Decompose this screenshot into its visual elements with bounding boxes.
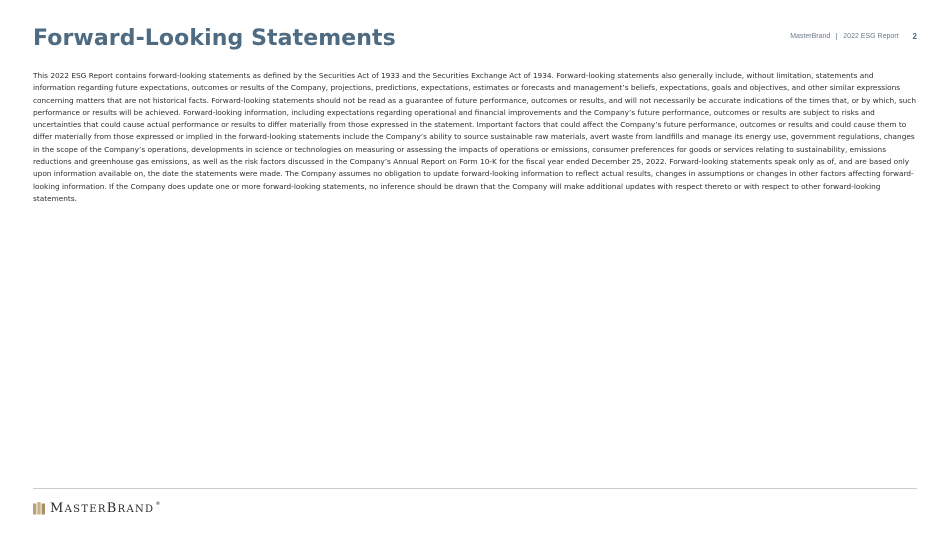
brand-name: MasterBrand: [790, 33, 831, 40]
masterbrand-mark-icon: [33, 502, 45, 515]
footer-divider: [33, 488, 917, 489]
page-title: Forward-Looking Statements: [33, 26, 396, 51]
footer-logo: [33, 501, 162, 516]
page-number: 2: [912, 32, 917, 41]
report-name: 2022 ESG Report: [843, 33, 899, 40]
header-meta: [790, 32, 917, 41]
logo-text: MASTERBRAND: [50, 501, 155, 516]
trademark-symbol: ®: [155, 501, 162, 507]
forward-looking-paragraph: This 2022 ESG Report contains forward-looking statements as defined by the Securities Act of 1933 and the Securities Exchange Act of 1934. Forward-looking statements also generally include, without limitation, statements and information regarding future expectations, outcomes or results of the Company, projections, predictions, expectations, estimates or forecasts and management’s beliefs, expectations, goals and objectives, and other similar expressions concerning matters that are not historical facts. Forward-looking statements should not be read as a guarantee of future performance, outcomes or results, and will not necessarily be accurate indications of the times that, or by which, such performance or results will be achieved. Forward-looking information, including expectations regarding operational and financial improvements and the Company’s future performance, outcomes or results are subject to risks and uncertainties that could cause actual performance or results to differ materially from those expressed in the statement. Important factors that could affect the Company’s future performance, outcomes or results and could cause them to differ materially from those expressed or implied in the forward-looking statements include the Company’s ability to source sustainable raw materials, avert waste from landfills and manage its energy use, government regulations, changes in the scope of the Company’s operations, developments in science or technologies on measuring or assessing the impacts of operations or emissions, consumer preferences for goods or services relating to sustainability, emissions reductions and greenhouse gas emissions, as well as the risk factors discussed in the Company’s Annual Report on Form 10-K for the fiscal year ended December 25, 2022. Forward-looking statements speak only as of, and are based only upon information available on, the date the statements were made. The Company assumes no obligation to update forward-looking information to reflect actual results, changes in assumptions or changes in other factors affecting forward-looking information. If the Company does update one or more forward-looking statements, no inference should be drawn that the Company will make additional updates with respect thereto or with respect to other forward-looking statements.: [33, 71, 916, 203]
header-divider: [836, 33, 837, 40]
logo-wordmark: [50, 501, 162, 516]
